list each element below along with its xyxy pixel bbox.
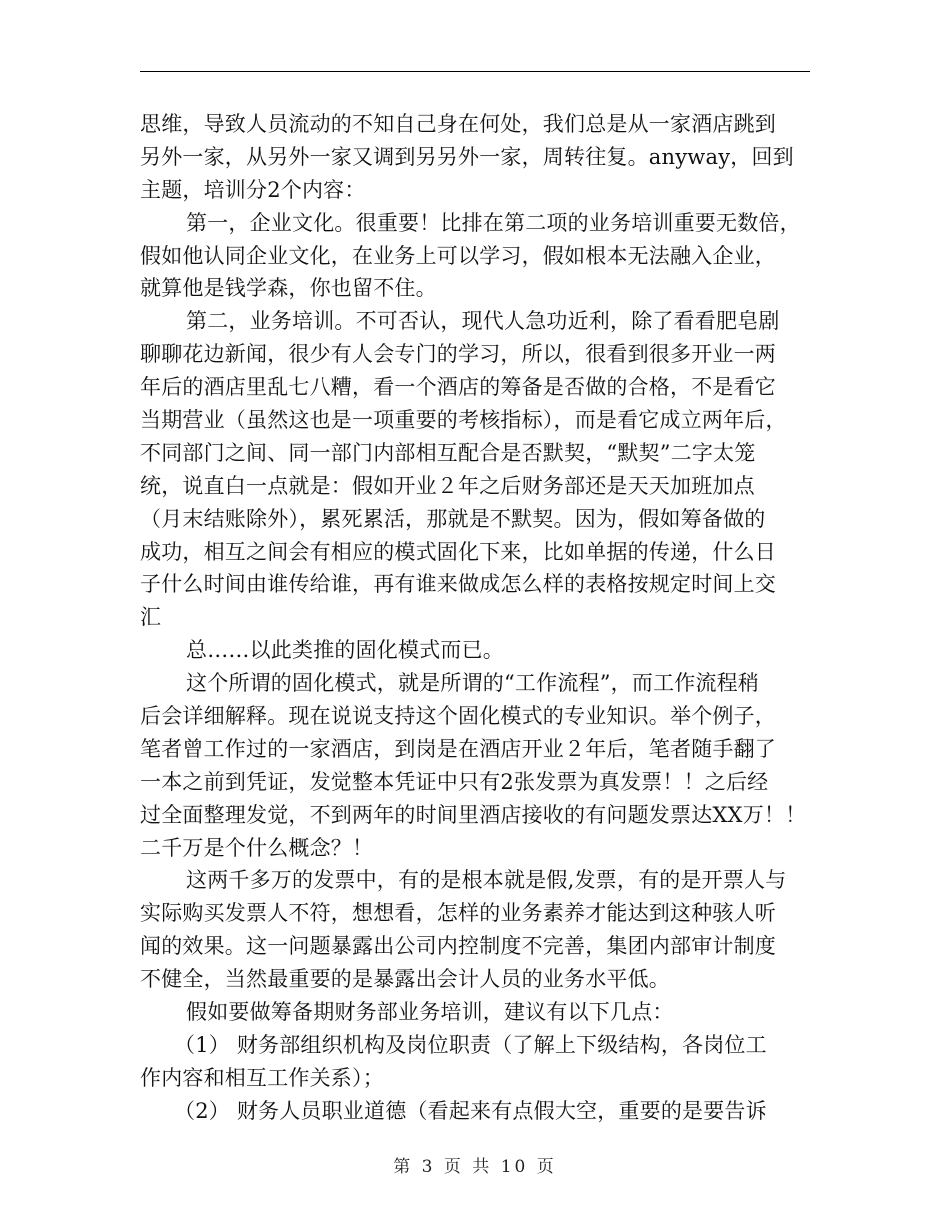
text-line: 年后的酒店里乱七八糟，看一个酒店的筹备是否做的合格，不是看它	[140, 375, 776, 400]
text-line: 思维，导致人员流动的不知自己身在何处，我们总是从一家酒店跳到	[140, 112, 776, 136]
text-line: 实际购买发票人不符，想想看，怎样的业务素养才能达到这种骇人听	[140, 901, 776, 926]
text-line: 总……以此类推的固化模式而已。	[186, 638, 504, 663]
text-line: 子什么时间由谁传给谁，再有谁来做成怎么样的表格按规定时间上交	[140, 572, 776, 597]
text-line: （2） 财务人员职业道德（看起来有点假大空，重要的是要告诉	[174, 1098, 767, 1123]
text-line: 笔者曾工作过的一家酒店，到岗是在酒店开业２年后，笔者随手翻了	[140, 736, 776, 761]
text-line: 作内容和相互工作关系）；	[140, 1065, 384, 1090]
text-line: 假如他认同企业文化，在业务上可以学习，假如根本无法融入企业，	[140, 243, 776, 268]
text-line: 汇	[140, 605, 162, 630]
text-line: 一本之前到凭证，发觉整本凭证中只有2张发票为真发票！！之后经	[140, 769, 769, 794]
text-line: 统，说直白一点就是：假如开业２年之后财务部还是天天加班加点	[140, 473, 755, 498]
header-rule	[140, 71, 810, 72]
page-number: 第 3 页 共 10 页	[393, 1157, 557, 1177]
text-line: 二千万是个什么概念？！	[140, 835, 374, 860]
text-line: 这个所谓的固化模式，就是所谓的“工作流程”，而工作流程稍	[186, 671, 760, 696]
text-line: 这两千多万的发票中，有的是根本就是假,发票，有的是开票人与	[186, 868, 787, 893]
text-line: 后会详细解释。现在说说支持这个固化模式的专业知识。举个例子，	[140, 704, 776, 729]
text-line: 成功，相互之间会有相应的模式固化下来，比如单据的传递，什么日	[140, 539, 776, 564]
text-line: 就算他是钱学森，你也留不住。	[140, 276, 437, 301]
text-line: （月末结账除外），累死累活，那就是不默契。因为，假如筹备做的	[140, 506, 766, 531]
text-line: 第一，企业文化。很重要！比排在第二项的业务培训重要无数倍，	[186, 210, 801, 235]
text-line: 第二，业务培训。不可否认，现代人急功近利，除了看看肥皂剧	[186, 309, 780, 334]
text-line: 假如要做筹备期财务部业务培训，建议有以下几点：	[186, 1000, 674, 1025]
text-line: 不健全，当然最重要的是暴露出会计人员的业务水平低。	[140, 967, 670, 992]
document-body	[140, 108, 820, 1128]
text-line: 当期营业（虽然这也是一项重要的考核指标），而是看它成立两年后，	[140, 408, 787, 433]
text-line: 不同部门之间、同一部门内部相互配合是否默契，“默契”二字太笼	[140, 440, 756, 465]
text-line: （1） 财务部组织机构及岗位职责（了解上下级结构，各岗位工	[174, 1032, 767, 1057]
text-line: 主题，培训分2个内容：	[140, 177, 366, 202]
text-line: 过全面整理发觉，不到两年的时间里酒店接收的有问题发票达XX万！！	[140, 802, 807, 827]
text-line: 另外一家，从另外一家又调到另另外一家，周转往复。anyway，回到	[140, 144, 794, 169]
text-line: 聊聊花边新闻，很少有人会专门的学习，所以，很看到很多开业一两	[140, 342, 776, 367]
text-line: 闻的效果。这一问题暴露出公司内控制度不完善，集团内部审计制度	[140, 934, 776, 959]
